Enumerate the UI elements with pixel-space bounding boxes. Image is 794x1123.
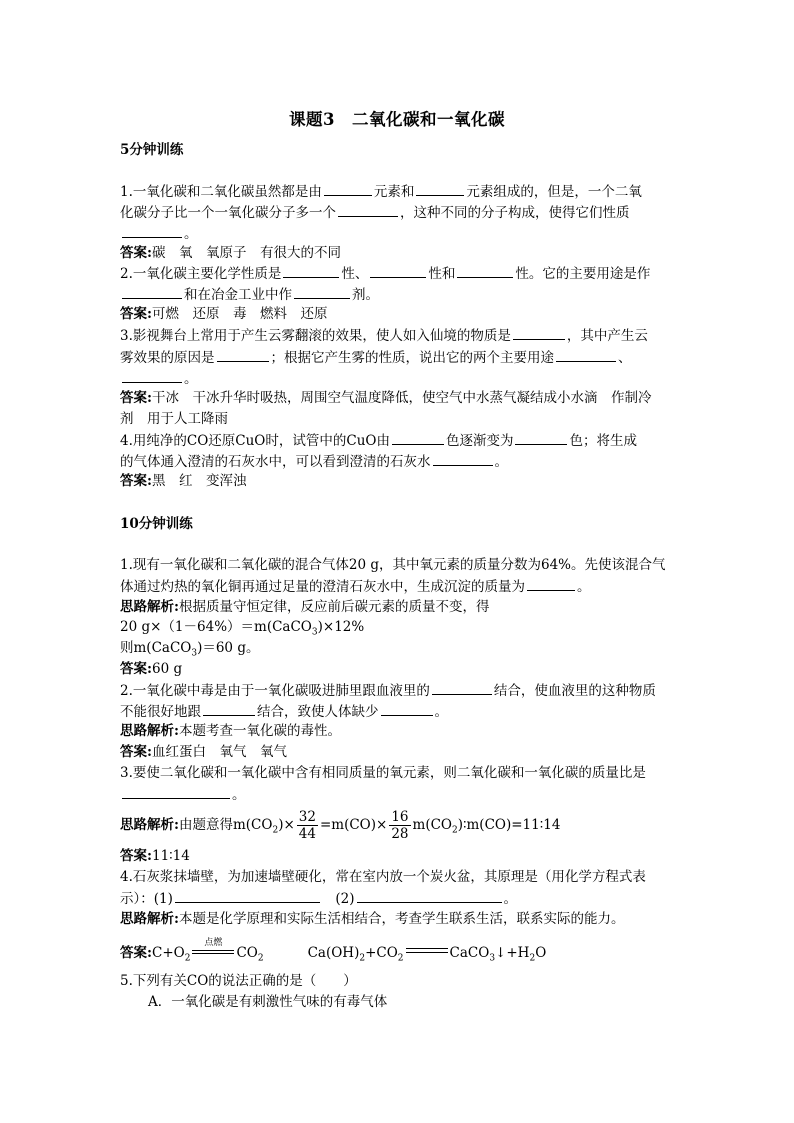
answer-text: 60 g	[151, 661, 183, 677]
q2-line-2	[120, 284, 379, 305]
analysis-text: 根据质量守恒定律，反应前后碳元素的质量不变，得	[178, 599, 490, 615]
p4-answer	[120, 938, 547, 969]
q1-line-2	[120, 202, 630, 223]
text: 性、	[341, 266, 369, 282]
text: 3.影视舞台上常用于产生云雾翻滚的效果，使人如入仙境的物质是	[120, 328, 511, 344]
answer-blank	[416, 181, 464, 196]
answer-blank	[457, 263, 513, 278]
q2-answer	[120, 304, 327, 324]
text: =m(CO)×	[319, 817, 388, 833]
analysis-text: 本题是化学原理和实际生活相结合，考查学生联系生活，联系实际的能力。	[178, 911, 625, 927]
q3-line-3	[120, 368, 198, 389]
text: Ca(OH)	[307, 945, 360, 961]
text: C+O	[151, 945, 185, 961]
text: 的气体通入澄清的石灰水中，可以看到澄清的石灰水	[120, 454, 431, 470]
answer-blank	[392, 430, 444, 445]
answer-text: 可燃 还原 毒 燃料 还原	[151, 306, 328, 322]
condition-label: 点燃	[204, 938, 223, 948]
text: 20 g×（1－64%）＝m(CaCO	[120, 619, 312, 635]
text: 色；将生成	[569, 433, 637, 449]
reaction-arrow-ignite	[192, 938, 234, 957]
answer-label: 答案:	[120, 473, 152, 489]
q1-line-1	[120, 181, 642, 202]
p4-line-1: 4.石灰浆抹墙壁，为加速墙壁硬化，常在室内放一个炭火盆，其原理是（用化学方程式表	[120, 869, 646, 885]
text: CO	[236, 945, 258, 961]
text: )×	[278, 817, 295, 833]
text: 结合，致使人体缺少	[257, 704, 379, 720]
text: 。	[184, 226, 198, 242]
answer-blank	[513, 325, 565, 340]
p1-answer	[120, 659, 182, 679]
subscript: 2	[397, 953, 404, 964]
p3-line-2	[120, 784, 246, 805]
p1-line-2	[120, 576, 591, 597]
text: 则m(CaCO	[120, 640, 192, 656]
text: ↓+H	[495, 945, 530, 961]
analysis-label: 思路解析:	[120, 911, 179, 927]
q3-line-1	[120, 325, 648, 346]
answer-label: 答案:	[120, 661, 152, 677]
equals-line	[192, 950, 234, 951]
text: 色逐渐变为	[445, 433, 514, 449]
numerator: 16	[391, 809, 409, 825]
q3-answer-line-1	[120, 388, 651, 408]
q3-line-2	[120, 347, 632, 368]
answer-blank	[338, 202, 398, 217]
q4-line-2	[120, 451, 508, 472]
text: 2.一氧化碳主要化学性质是	[120, 266, 282, 282]
subscript: 3	[489, 953, 496, 964]
text: 结合，使血液里的这种物质	[493, 683, 656, 699]
answer-label: 答案:	[120, 848, 152, 864]
p3-analysis	[120, 808, 560, 848]
q4-answer	[120, 471, 246, 491]
equals-line	[192, 953, 234, 954]
text: ，其中产生云	[566, 328, 648, 344]
fraction-32-44	[297, 809, 318, 842]
text: 性。它的主要用途是作	[515, 266, 651, 282]
answer-blank	[433, 451, 493, 466]
q3-answer-line-2	[120, 409, 228, 429]
subscript: 2	[451, 825, 458, 836]
p2-line-2	[120, 701, 448, 722]
p2-analysis	[120, 721, 341, 741]
text: 剂。	[352, 287, 379, 303]
answer-blank	[294, 284, 350, 299]
subscript: 2	[529, 953, 536, 964]
answer-blank	[324, 181, 372, 196]
page-title: 课题3 二氧化碳和一氧化碳	[289, 110, 505, 129]
answer-blank	[432, 680, 492, 695]
text: )∶m(CO)=11∶14	[457, 817, 561, 833]
p1-line-1: 1.现有一氧化碳和二氧化碳的混合气体20 g，其中氧元素的质量分数为64%。先使该混合气	[120, 557, 666, 573]
text: 。	[494, 454, 508, 470]
text: 2.一氧化碳中毒是由于一氧化碳吸进肺里跟血液里的	[120, 683, 430, 699]
subscript: 2	[257, 953, 264, 964]
answer-text: 血红蛋白 氧气 氧气	[151, 744, 287, 760]
subscript: 2	[359, 953, 366, 964]
p4-line-2	[120, 888, 517, 909]
denominator: 44	[298, 826, 316, 842]
answer-blank	[357, 888, 502, 903]
equals-line	[406, 952, 448, 953]
q1-answer	[120, 243, 341, 263]
p5-option-a: A．一氧化碳是有刺激性气味的有毒气体	[148, 994, 388, 1010]
text: (2)	[321, 891, 355, 907]
text: 、	[618, 350, 632, 366]
q1-line-3	[120, 223, 198, 244]
analysis-label: 思路解析:	[120, 817, 179, 833]
answer-blank	[122, 284, 182, 299]
answer-text: 剂 用于人工降雨	[120, 411, 228, 427]
answer-blank	[175, 888, 320, 903]
text: 雾效果的原因是	[120, 350, 215, 366]
q4-line-1	[120, 430, 637, 451]
text: 由题意得m(CO	[178, 817, 273, 833]
answer-text: 黑 红 变浑浊	[151, 473, 247, 489]
equals-line	[406, 948, 448, 949]
text: )×12%	[317, 619, 365, 635]
text: )＝60 g。	[197, 640, 260, 656]
answer-blank	[283, 263, 339, 278]
section-heading-5min: 5分钟训练	[120, 142, 184, 158]
answer-blank	[203, 701, 255, 716]
answer-blank	[381, 701, 433, 716]
text: 性和	[428, 266, 456, 282]
text: O	[535, 945, 547, 961]
p4-analysis	[120, 909, 624, 929]
answer-label: 答案:	[120, 306, 152, 322]
subscript: 3	[311, 627, 318, 638]
answer-blank	[122, 368, 182, 383]
text: 。	[577, 579, 591, 595]
analysis-label: 思路解析:	[120, 599, 179, 615]
answer-text: 碳 氧 氧原子 有很大的不同	[151, 245, 341, 261]
text: CaCO	[449, 945, 490, 961]
p3-line-1: 3.要使二氧化碳和一氧化碳中含有相同质量的氧元素，则二氧化碳和一氧化碳的质量比是	[120, 765, 646, 781]
answer-label: 答案:	[120, 744, 152, 760]
text: 。	[503, 891, 517, 907]
text: ；根据它产生雾的性质，说出它的两个主要用途	[270, 350, 554, 366]
text: 4.用纯净的CO还原CuO时，试管中的CuO由	[120, 433, 390, 449]
text: 元素和	[373, 184, 415, 200]
subscript: 3	[191, 648, 198, 659]
fraction-16-28	[389, 809, 410, 842]
numerator: 32	[298, 809, 316, 825]
text: 和在冶金工业中作	[184, 287, 292, 303]
text: 化碳分子比一个一氧化碳分子多一个	[120, 205, 336, 221]
p2-line-1	[120, 680, 656, 701]
text: ，这种不同的分子构成，使得它们性质	[400, 205, 630, 221]
text: 。	[232, 787, 246, 803]
text: 元素组成的，但是，一个二氧	[466, 184, 642, 200]
text: 。	[184, 371, 198, 387]
subscript: 2	[184, 953, 191, 964]
answer-label: 答案:	[120, 390, 152, 406]
answer-blank	[527, 576, 575, 591]
p5-line-1: 5.下列有关CO的说法正确的是（ ）	[120, 973, 357, 989]
text: 体通过灼热的氧化铜再通过足量的澄清石灰水中，生成沉淀的质量为	[120, 579, 525, 595]
answer-text: 干冰 干冰升华时吸热，周围空气温度降低，使空气中水蒸气凝结成小水滴 作制冷	[151, 390, 652, 406]
text: 。	[434, 704, 448, 720]
answer-blank	[370, 263, 426, 278]
answer-blank	[515, 430, 567, 445]
text: m(CO	[412, 817, 452, 833]
text: 示）：(1)	[120, 891, 173, 907]
analysis-text: 本题考查一氧化碳的毒性。	[178, 723, 341, 739]
answer-label: 答案:	[120, 945, 152, 961]
text: +CO	[365, 945, 398, 961]
answer-label: 答案:	[120, 245, 152, 261]
analysis-label: 思路解析:	[120, 723, 179, 739]
reaction-equals	[406, 943, 448, 957]
text: 1.一氧化碳和二氧化碳虽然都是由	[120, 184, 322, 200]
answer-text: 11∶14	[151, 848, 190, 864]
denominator: 28	[391, 826, 409, 842]
answer-blank	[122, 784, 230, 799]
answer-blank	[556, 347, 616, 362]
p3-answer	[120, 846, 190, 866]
text: 不能很好地跟	[120, 704, 201, 720]
answer-blank	[217, 347, 269, 362]
subscript: 2	[272, 825, 279, 836]
p1-analysis	[120, 597, 489, 617]
q2-line-1	[120, 263, 650, 284]
p2-answer	[120, 742, 287, 762]
section-heading-10min: 10分钟训练	[120, 516, 193, 532]
answer-blank	[122, 223, 182, 238]
